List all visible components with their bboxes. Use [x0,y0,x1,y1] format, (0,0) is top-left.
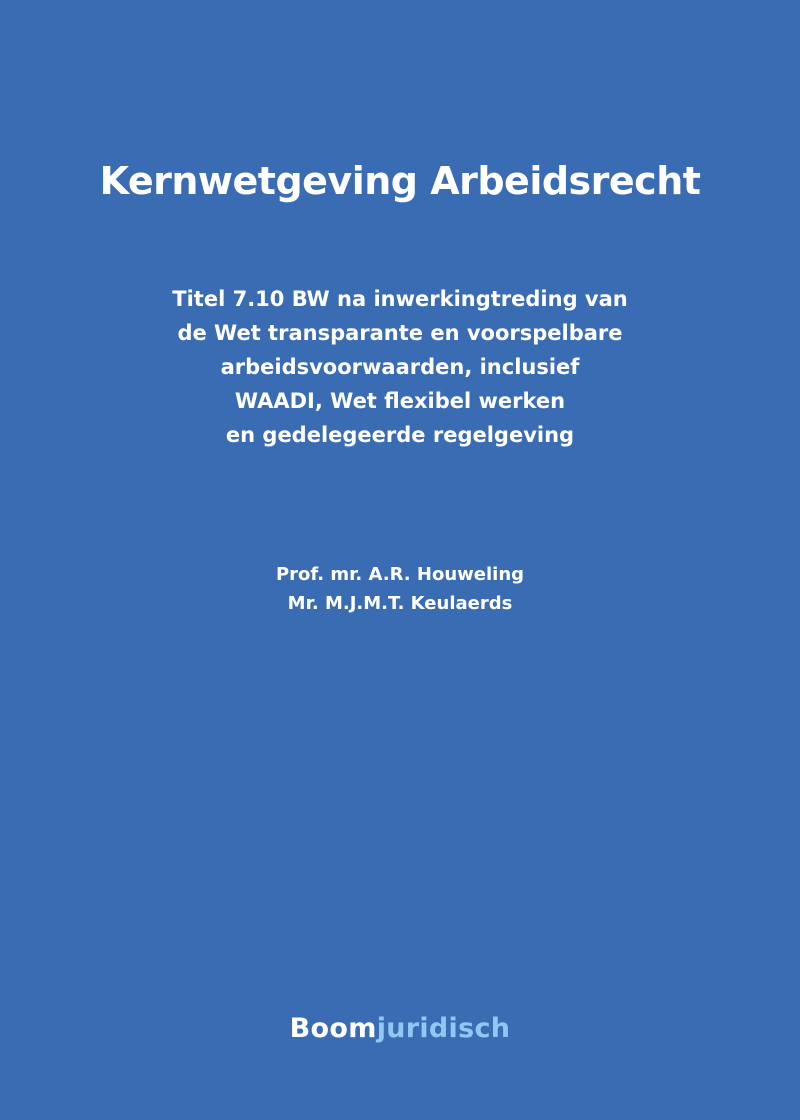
book-subtitle [0,282,800,452]
publisher-logo [0,1011,800,1047]
author-name: Prof. mr. A.R. Houweling [275,564,525,585]
publisher-name-part1: Boom [289,1013,377,1044]
book-title: Kernwetgeving Arbeidsrecht [99,159,701,203]
publisher-name-part2: juridisch [376,1013,511,1044]
subtitle-line: Titel 7.10 BW na inwerkingtreding van [172,287,628,311]
subtitle-line: arbeidsvoorwaarden, inclusief [220,355,580,379]
author-name: Mr. M.J.M.T. Keulaerds [287,593,513,614]
subtitle-line: en gedelegeerde regelgeving [225,423,575,447]
subtitle-line: WAADI, Wet flexibel werken [234,389,566,413]
book-authors [0,560,800,618]
subtitle-line: de Wet transparante en voorspelbare [177,321,623,345]
